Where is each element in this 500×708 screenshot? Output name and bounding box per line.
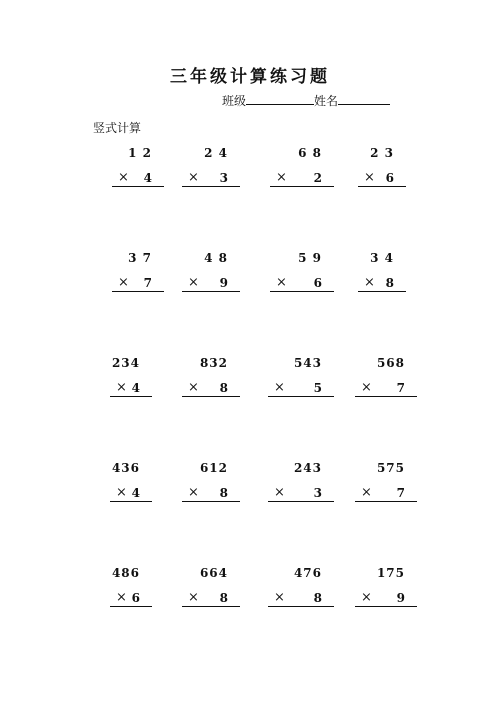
answer-line [355, 606, 417, 607]
answer-line [355, 396, 417, 397]
answer-line [182, 501, 240, 502]
multiplicand: 664 [199, 566, 228, 580]
times-sign: × [116, 590, 127, 605]
answer-line [112, 291, 164, 292]
problem [268, 461, 334, 505]
multiplier: 7 [396, 381, 405, 395]
multiplier: 6 [131, 591, 140, 605]
problem [112, 146, 164, 190]
problem [268, 356, 334, 400]
multiplier: 9 [396, 591, 405, 605]
class-blank[interactable] [246, 92, 314, 105]
problem [182, 356, 240, 400]
problem [355, 461, 417, 505]
times-sign: × [188, 380, 199, 395]
times-sign: × [361, 380, 372, 395]
multiplicand: 486 [111, 566, 140, 580]
problem [110, 356, 152, 400]
section-heading: 竖式计算 [93, 121, 142, 135]
multiplicand: 4 8 [204, 251, 228, 265]
multiplier: 4 [131, 486, 140, 500]
multiplicand: 243 [293, 461, 322, 475]
multiplicand: 612 [199, 461, 228, 475]
answer-line [355, 501, 417, 502]
multiplicand: 568 [376, 356, 405, 370]
problem [182, 146, 240, 190]
multiplicand: 5 9 [298, 251, 322, 265]
multiplier: 7 [143, 276, 152, 290]
times-sign: × [188, 275, 199, 290]
problem [182, 566, 240, 610]
multiplier: 6 [385, 171, 394, 185]
times-sign: × [274, 380, 285, 395]
multiplier: 4 [143, 171, 152, 185]
multiplier: 7 [396, 486, 405, 500]
problem [182, 461, 240, 505]
multiplier: 2 [313, 171, 322, 185]
problem [270, 251, 334, 295]
times-sign: × [276, 170, 287, 185]
multiplier: 8 [385, 276, 394, 290]
times-sign: × [116, 380, 127, 395]
answer-line [268, 501, 334, 502]
multiplicand: 3 4 [370, 251, 394, 265]
page-title: 三年级计算练习题 [170, 67, 330, 87]
problem [358, 146, 406, 190]
times-sign: × [188, 590, 199, 605]
problem [268, 566, 334, 610]
multiplier: 4 [131, 381, 140, 395]
multiplier: 8 [219, 591, 228, 605]
answer-line [268, 606, 334, 607]
multiplicand: 3 7 [128, 251, 152, 265]
name-blank[interactable] [338, 92, 390, 105]
multiplier: 9 [219, 276, 228, 290]
times-sign: × [361, 590, 372, 605]
times-sign: × [364, 275, 375, 290]
times-sign: × [274, 485, 285, 500]
answer-line [110, 606, 152, 607]
multiplicand: 436 [111, 461, 140, 475]
multiplier: 8 [219, 486, 228, 500]
answer-line [182, 186, 240, 187]
multiplier: 8 [219, 381, 228, 395]
multiplicand: 476 [293, 566, 322, 580]
problem [110, 566, 152, 610]
times-sign: × [364, 170, 375, 185]
student-info [222, 92, 390, 109]
multiplicand: 543 [293, 356, 322, 370]
answer-line [358, 291, 406, 292]
times-sign: × [188, 485, 199, 500]
multiplicand: 575 [376, 461, 405, 475]
times-sign: × [118, 275, 129, 290]
problem [355, 356, 417, 400]
multiplicand: 1 2 [128, 146, 152, 160]
answer-line [182, 606, 240, 607]
problem [112, 251, 164, 295]
answer-line [182, 396, 240, 397]
answer-line [182, 291, 240, 292]
class-label: 班级 [222, 94, 247, 108]
multiplicand: 175 [376, 566, 405, 580]
answer-line [110, 501, 152, 502]
answer-line [268, 396, 334, 397]
times-sign: × [361, 485, 372, 500]
multiplier: 8 [313, 591, 322, 605]
answer-line [358, 186, 406, 187]
multiplier: 5 [313, 381, 322, 395]
problem [355, 566, 417, 610]
answer-line [110, 396, 152, 397]
multiplicand: 832 [199, 356, 228, 370]
answer-line [112, 186, 164, 187]
answer-line [270, 291, 334, 292]
problem [110, 461, 152, 505]
answer-line [270, 186, 334, 187]
problem [358, 251, 406, 295]
multiplier: 3 [313, 486, 322, 500]
problem [270, 146, 334, 190]
multiplier: 6 [313, 276, 322, 290]
name-label: 姓名 [314, 94, 339, 108]
multiplicand: 6 8 [298, 146, 322, 160]
times-sign: × [118, 170, 129, 185]
problem [182, 251, 240, 295]
multiplicand: 2 3 [370, 146, 394, 160]
multiplicand: 2 4 [204, 146, 228, 160]
times-sign: × [274, 590, 285, 605]
times-sign: × [276, 275, 287, 290]
multiplicand: 234 [111, 356, 140, 370]
multiplier: 3 [219, 171, 228, 185]
times-sign: × [116, 485, 127, 500]
times-sign: × [188, 170, 199, 185]
